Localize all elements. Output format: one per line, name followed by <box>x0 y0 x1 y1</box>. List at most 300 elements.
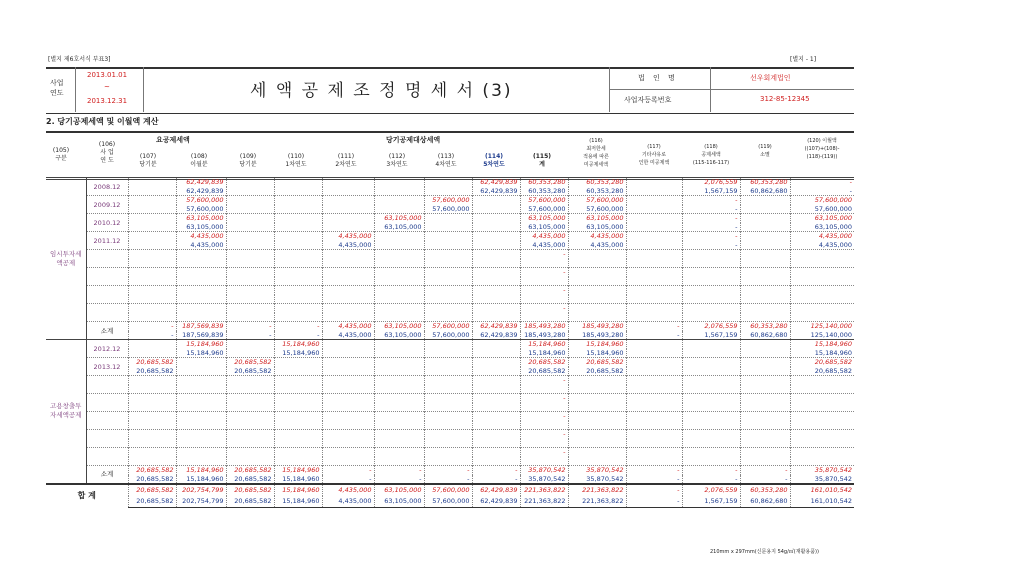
table-cell <box>374 304 424 313</box>
year-cell <box>86 376 128 394</box>
table-row <box>46 385 854 394</box>
table-cell: 60,353,280 <box>740 322 790 331</box>
table-cell <box>374 277 424 286</box>
table-cell: 4,435,000 <box>568 232 626 241</box>
table-cell <box>424 187 472 196</box>
table-cell: 15,184,960 <box>520 340 568 349</box>
table-cell <box>226 304 274 313</box>
table-cell <box>322 430 374 439</box>
corp-name: 선우회계법인 <box>750 74 791 82</box>
table-cell: 20,685,582 <box>790 367 854 376</box>
table-cell <box>128 250 176 259</box>
table-cell <box>374 439 424 448</box>
table-cell <box>374 367 424 376</box>
table-cell <box>790 385 854 394</box>
table-cell <box>568 277 626 286</box>
table-cell <box>740 223 790 232</box>
table-cell <box>322 394 374 403</box>
table-cell: 4,435,000 <box>790 241 854 250</box>
table-row <box>46 376 854 385</box>
table-cell <box>472 205 520 214</box>
table-cell <box>128 421 176 430</box>
table-cell: - <box>626 475 682 484</box>
table-cell <box>322 196 374 205</box>
table-cell <box>682 304 740 313</box>
table-cell <box>740 448 790 457</box>
table-cell <box>740 385 790 394</box>
table-cell <box>374 187 424 196</box>
table-cell <box>740 295 790 304</box>
table-row <box>46 421 854 430</box>
table-cell <box>374 376 424 385</box>
table-cell <box>740 358 790 367</box>
table-cell <box>424 358 472 367</box>
table-cell: 15,184,960 <box>790 349 854 358</box>
table-cell: 20,685,582 <box>128 466 176 475</box>
table-cell: 15,184,960 <box>176 340 226 349</box>
table-cell: 60,862,680 <box>740 187 790 196</box>
table-cell <box>374 196 424 205</box>
table-cell <box>274 232 322 241</box>
subtotal-label: 소계 <box>86 322 128 340</box>
table-cell <box>424 439 472 448</box>
table-cell <box>472 313 520 322</box>
table-cell <box>472 367 520 376</box>
table-cell: 15,184,960 <box>790 340 854 349</box>
table-cell <box>740 439 790 448</box>
table-row <box>46 466 854 475</box>
table-cell: 185,493,280 <box>520 322 568 331</box>
table-cell <box>568 385 626 394</box>
table-cell: - <box>472 466 520 475</box>
table-cell <box>626 205 682 214</box>
table-cell: 187,569,839 <box>176 331 226 340</box>
table-row <box>46 304 854 313</box>
table-cell <box>568 376 626 385</box>
table-cell <box>128 313 176 322</box>
table-cell <box>176 394 226 403</box>
table-cell: 35,870,542 <box>568 466 626 475</box>
table-cell <box>472 232 520 241</box>
table-cell: 63,105,000 <box>374 496 424 508</box>
table-cell: - <box>740 475 790 484</box>
table-cell <box>424 286 472 295</box>
table-cell <box>226 205 274 214</box>
table-cell: 63,105,000 <box>520 223 568 232</box>
table-cell: 4,435,000 <box>176 232 226 241</box>
table-cell <box>682 439 740 448</box>
table-cell <box>128 223 176 232</box>
table-cell <box>374 457 424 466</box>
table-cell <box>374 232 424 241</box>
table-cell <box>322 439 374 448</box>
table-cell <box>790 448 854 457</box>
h113: (113) 4차연도 <box>435 153 457 168</box>
table-cell <box>322 421 374 430</box>
table-cell <box>274 187 322 196</box>
group-label: 임시투자세 액공제 <box>46 178 86 340</box>
table-cell: 35,870,542 <box>790 466 854 475</box>
table-cell: 20,685,582 <box>128 484 176 496</box>
table-cell <box>176 448 226 457</box>
table-cell <box>472 295 520 304</box>
table-cell <box>520 421 568 430</box>
table-cell: - <box>682 196 740 205</box>
bizno: 312-85-12345 <box>760 95 810 103</box>
table-cell: 161,010,542 <box>790 484 854 496</box>
h114: (114) 5차연도 <box>483 153 505 168</box>
table-cell <box>626 187 682 196</box>
year-cell: 2011.12 <box>86 232 128 250</box>
table-cell: - <box>424 466 472 475</box>
table-cell <box>682 430 740 439</box>
table-cell: - <box>682 466 740 475</box>
table-cell <box>740 205 790 214</box>
table-cell <box>274 430 322 439</box>
table-cell <box>472 241 520 250</box>
table-cell <box>740 430 790 439</box>
table-cell: - <box>626 466 682 475</box>
table-cell <box>626 178 682 187</box>
table-cell <box>374 394 424 403</box>
table-row <box>46 358 854 367</box>
table-cell: - <box>226 331 274 340</box>
table-cell <box>128 259 176 268</box>
table-cell: - <box>274 322 322 331</box>
table-cell <box>274 367 322 376</box>
table-cell: 15,184,960 <box>568 340 626 349</box>
table-cell <box>424 277 472 286</box>
table-cell: 20,685,582 <box>226 484 274 496</box>
table-cell: - <box>520 376 568 385</box>
table-cell <box>128 394 176 403</box>
table-cell <box>274 286 322 295</box>
h120: (120) 이월액 ((107)+(108)- (118)-(119)) <box>804 138 840 160</box>
table-cell <box>374 250 424 259</box>
table-cell: 62,429,839 <box>472 187 520 196</box>
table-cell: - <box>128 322 176 331</box>
table-cell <box>176 259 226 268</box>
table-cell: 187,569,839 <box>176 322 226 331</box>
table-cell <box>626 421 682 430</box>
table-cell: - <box>740 466 790 475</box>
table-cell: - <box>472 475 520 484</box>
table-cell: - <box>682 241 740 250</box>
table-cell: 15,184,960 <box>274 340 322 349</box>
table-cell <box>322 223 374 232</box>
table-cell: 20,685,582 <box>226 496 274 508</box>
table-cell <box>682 376 740 385</box>
table-cell <box>128 376 176 385</box>
table-cell <box>176 250 226 259</box>
table-cell <box>682 313 740 322</box>
table-row <box>46 475 854 484</box>
table-cell <box>128 430 176 439</box>
table-cell: 221,363,822 <box>568 496 626 508</box>
table-cell: 63,105,000 <box>374 223 424 232</box>
table-cell <box>472 259 520 268</box>
table-cell <box>626 232 682 241</box>
table-cell <box>424 448 472 457</box>
table-cell <box>226 295 274 304</box>
table-cell <box>176 277 226 286</box>
table-cell <box>226 385 274 394</box>
table-cell: 62,429,839 <box>176 178 226 187</box>
table-cell <box>740 304 790 313</box>
table-cell: 62,429,839 <box>472 322 520 331</box>
table-cell <box>740 268 790 277</box>
table-cell <box>740 250 790 259</box>
table-cell <box>424 367 472 376</box>
table-cell <box>682 367 740 376</box>
table-cell <box>424 304 472 313</box>
table-cell <box>472 403 520 412</box>
table-cell: 20,685,582 <box>520 358 568 367</box>
table-cell: - <box>520 430 568 439</box>
table-cell <box>626 223 682 232</box>
table-cell <box>472 286 520 295</box>
table-cell: 62,429,839 <box>176 187 226 196</box>
table-cell <box>682 349 740 358</box>
table-cell: 63,105,000 <box>568 214 626 223</box>
table-cell: 57,600,000 <box>520 205 568 214</box>
table-cell <box>226 340 274 349</box>
period-tilde: ~ <box>104 83 110 91</box>
table-cell <box>682 250 740 259</box>
table-cell <box>472 277 520 286</box>
table-cell <box>626 403 682 412</box>
table-cell: 63,105,000 <box>790 214 854 223</box>
table-cell <box>520 457 568 466</box>
table-cell <box>128 277 176 286</box>
table-cell <box>322 259 374 268</box>
table-cell: - <box>626 484 682 496</box>
table-cell <box>176 313 226 322</box>
table-cell <box>682 358 740 367</box>
table-cell <box>568 286 626 295</box>
table-cell <box>568 430 626 439</box>
table-cell <box>472 457 520 466</box>
table-cell <box>274 412 322 421</box>
table-cell <box>274 358 322 367</box>
cur-group: 당기공제대상세액 <box>386 136 441 144</box>
table-cell <box>176 430 226 439</box>
table-cell <box>472 358 520 367</box>
table-row <box>46 250 854 259</box>
table-cell <box>226 394 274 403</box>
table-cell: 63,105,000 <box>176 214 226 223</box>
subtotal-label: 소계 <box>86 466 128 484</box>
table-cell <box>176 295 226 304</box>
table-cell: 125,140,000 <box>790 331 854 340</box>
table-cell: - <box>424 475 472 484</box>
table-cell <box>568 268 626 277</box>
table-cell <box>472 385 520 394</box>
req-group: 요공제세액 <box>156 136 190 144</box>
table-cell <box>568 313 626 322</box>
corp-label: 법 인 명 <box>638 74 675 82</box>
table-cell <box>176 439 226 448</box>
h105: (105) 구분 <box>52 147 70 162</box>
table-cell <box>424 295 472 304</box>
table-cell <box>626 295 682 304</box>
table-cell <box>790 295 854 304</box>
table-cell <box>740 241 790 250</box>
table-cell: 20,685,582 <box>128 496 176 508</box>
table-cell: 4,435,000 <box>790 232 854 241</box>
table-cell <box>128 403 176 412</box>
table-cell <box>128 448 176 457</box>
table-cell <box>322 268 374 277</box>
table-cell <box>274 250 322 259</box>
table-cell: 1,567,159 <box>682 496 740 508</box>
table-cell: - <box>520 250 568 259</box>
table-cell: 15,184,960 <box>176 475 226 484</box>
table-cell <box>626 214 682 223</box>
table-cell <box>128 457 176 466</box>
table-cell: 62,429,839 <box>472 331 520 340</box>
table-cell <box>226 448 274 457</box>
table-cell <box>226 268 274 277</box>
table-row <box>46 331 854 340</box>
table-cell: 185,493,280 <box>568 331 626 340</box>
h117: (117) 기타사유로 인한 미공제액 <box>638 144 670 166</box>
table-row <box>46 439 854 448</box>
table-cell <box>790 268 854 277</box>
table-cell <box>790 457 854 466</box>
table-cell <box>472 340 520 349</box>
table-cell <box>128 349 176 358</box>
table-cell <box>520 259 568 268</box>
table-cell <box>424 268 472 277</box>
table-cell <box>226 313 274 322</box>
year-cell: 2010.12 <box>86 214 128 232</box>
table-cell <box>128 295 176 304</box>
table-cell <box>374 385 424 394</box>
table-cell <box>626 412 682 421</box>
table-cell: 63,105,000 <box>374 322 424 331</box>
table-cell <box>520 403 568 412</box>
table-cell: 20,685,582 <box>568 358 626 367</box>
table-cell <box>226 223 274 232</box>
table-cell <box>790 313 854 322</box>
table-cell: 185,493,280 <box>568 322 626 331</box>
table-cell <box>424 259 472 268</box>
total-row <box>46 484 854 496</box>
table-cell <box>682 403 740 412</box>
table-row <box>46 196 854 205</box>
table-cell <box>322 457 374 466</box>
table-cell: - <box>520 304 568 313</box>
table-cell: 4,435,000 <box>322 331 374 340</box>
table-cell <box>226 376 274 385</box>
table-cell <box>274 403 322 412</box>
footer-note: 210mm x 297mm(신문용지 54g/㎡(재활용품)) <box>710 549 819 555</box>
period-label-2: 연도 <box>50 89 64 97</box>
table-cell: 63,105,000 <box>568 223 626 232</box>
table-cell <box>128 385 176 394</box>
table-cell <box>374 412 424 421</box>
table-cell <box>424 412 472 421</box>
table-cell: 15,184,960 <box>568 349 626 358</box>
table-cell <box>424 430 472 439</box>
table-cell <box>682 448 740 457</box>
table-cell: - <box>520 268 568 277</box>
table-cell <box>790 394 854 403</box>
h107: (107) 당기분 <box>139 153 157 168</box>
table-cell <box>226 232 274 241</box>
table-cell: - <box>682 232 740 241</box>
table-cell <box>274 196 322 205</box>
table-cell: 57,600,000 <box>424 205 472 214</box>
table-cell <box>424 250 472 259</box>
table-cell: - <box>626 322 682 331</box>
table-cell: 57,600,000 <box>424 496 472 508</box>
table-cell: 57,600,000 <box>424 322 472 331</box>
table-cell: 20,685,582 <box>128 475 176 484</box>
table-cell: 63,105,000 <box>374 214 424 223</box>
form-ref: [별지 제6호서식 부표3] <box>48 56 111 63</box>
table-cell: 60,862,680 <box>740 331 790 340</box>
table-row <box>46 268 854 277</box>
table-cell: - <box>374 466 424 475</box>
table-cell: 57,600,000 <box>568 196 626 205</box>
table-cell <box>128 178 176 187</box>
year-cell: 2012.12 <box>86 340 128 358</box>
table-cell: 35,870,542 <box>790 475 854 484</box>
table-cell <box>322 214 374 223</box>
table-cell <box>176 376 226 385</box>
year-cell <box>86 268 128 286</box>
table-cell: - <box>128 331 176 340</box>
table-cell <box>682 457 740 466</box>
table-cell <box>128 412 176 421</box>
table-cell <box>568 448 626 457</box>
table-cell <box>626 313 682 322</box>
table-cell <box>322 412 374 421</box>
table-cell <box>322 295 374 304</box>
table-row <box>46 394 854 403</box>
table-cell <box>626 277 682 286</box>
table-cell <box>274 268 322 277</box>
year-cell: 2013.12 <box>86 358 128 376</box>
table-cell: 57,600,000 <box>568 205 626 214</box>
table-cell <box>740 367 790 376</box>
table-cell <box>626 241 682 250</box>
table-cell <box>322 187 374 196</box>
table-cell: 20,685,582 <box>226 466 274 475</box>
table-cell <box>176 457 226 466</box>
period-label-1: 사업 <box>50 79 64 87</box>
table-cell: 4,435,000 <box>322 496 374 508</box>
table-cell <box>740 196 790 205</box>
table-cell: - <box>374 475 424 484</box>
table-cell <box>626 448 682 457</box>
table-cell <box>128 241 176 250</box>
table-cell <box>740 403 790 412</box>
table-cell <box>682 394 740 403</box>
table-cell <box>568 394 626 403</box>
table-cell <box>274 448 322 457</box>
table-cell <box>274 277 322 286</box>
table-cell: 20,685,582 <box>790 358 854 367</box>
table-cell: 4,435,000 <box>520 241 568 250</box>
table-cell <box>226 277 274 286</box>
table-cell: 35,870,542 <box>520 475 568 484</box>
table-cell <box>274 304 322 313</box>
table-cell: - <box>790 187 854 196</box>
table-cell: 1,567,159 <box>682 187 740 196</box>
